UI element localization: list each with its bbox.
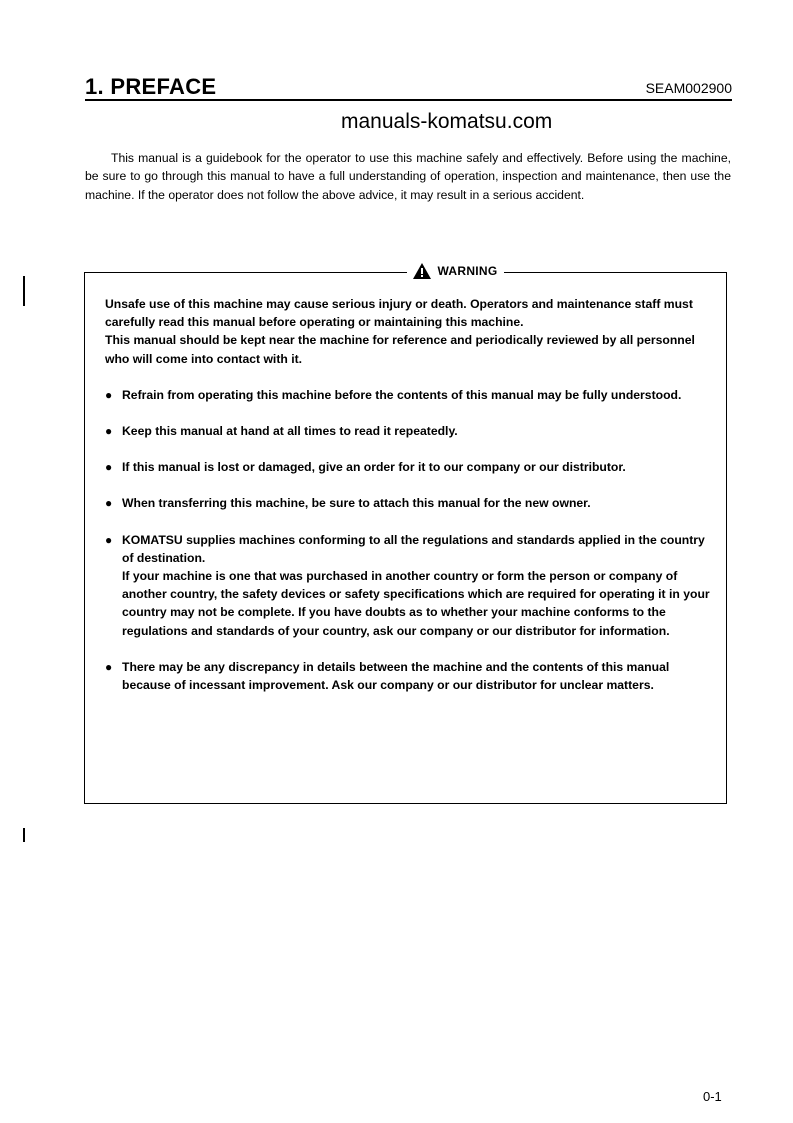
section-title: 1. PREFACE: [85, 74, 217, 99]
margin-mark-bottom: [23, 828, 25, 842]
warning-box: [84, 264, 727, 804]
warning-header: [85, 263, 726, 283]
bullet-text: When transferring this machine, be sure to attach this manual for the new owner.: [122, 496, 591, 511]
bullet-item: [105, 531, 710, 640]
bullet-item: [105, 422, 710, 440]
document-code: SEAM002900: [645, 80, 732, 96]
watermark-text: manuals-komatsu.com: [341, 110, 553, 133]
bullet-text: There may be any discrepancy in details between the machine and the contents of this manual because of incessant improvement. Ask our company or our distributor for unclear matters.: [122, 659, 670, 693]
bullet-item: [105, 386, 710, 404]
intro-paragraph: This manual is a guidebook for the operator to use this machine safely and effectively. Before using the machine, be sure to go through this manual to have a full understanding of operation, inspection and maintenance, then use the machine. If the operator does not follow the above advice, it may result in a serious accident.: [85, 151, 731, 202]
warning-paragraph: Unsafe use of this machine may cause serious injury or death. Operators and maintenance staff must carefully read this manual before operating or maintaining this machine.: [105, 297, 693, 330]
bullet-icon: ●: [105, 496, 113, 511]
bullet-text: Keep this manual at hand at all times to read it repeatedly.: [122, 424, 458, 439]
bullet-text: Refrain from operating this machine before the contents of this manual may be fully understood.: [122, 387, 682, 402]
margin-mark-top: [23, 276, 25, 306]
bullet-item: [105, 658, 710, 694]
bullet-item: [105, 494, 710, 512]
bullet-icon: ●: [105, 460, 113, 475]
bullet-icon: ●: [105, 424, 113, 439]
bullet-text: KOMATSU supplies machines conforming to all the regulations and standards applied in the country of destination.: [122, 532, 705, 565]
page-number: 0-1: [703, 1089, 722, 1104]
warning-bullet-list: [105, 386, 710, 694]
warning-triangle-icon: [413, 263, 431, 279]
bullet-text: If this manual is lost or damaged, give an order for it to our company or our distributor.: [122, 460, 626, 475]
section-header: [85, 74, 732, 101]
bullet-item: [105, 458, 710, 476]
warning-paragraph: This manual should be kept near the machine for reference and periodically reviewed by all personnel who will come into contact with it.: [105, 333, 695, 366]
warning-title: WARNING: [437, 264, 498, 278]
warning-content: [105, 295, 710, 694]
bullet-icon: ●: [105, 387, 113, 402]
watermark-row: [0, 109, 793, 135]
bullet-icon: ●: [105, 659, 113, 674]
warning-title-group: [407, 263, 503, 279]
bullet-icon: ●: [105, 532, 113, 547]
bullet-text-continued: If your machine is one that was purchased in another country or form the person or company of another country, the safety devices or safety specifications which are required for operating it in your country may not be complete. If you have doubts as to whether your machine conforms to the regulations and standards of your country, ask our company or our distributor for information.: [122, 569, 710, 638]
